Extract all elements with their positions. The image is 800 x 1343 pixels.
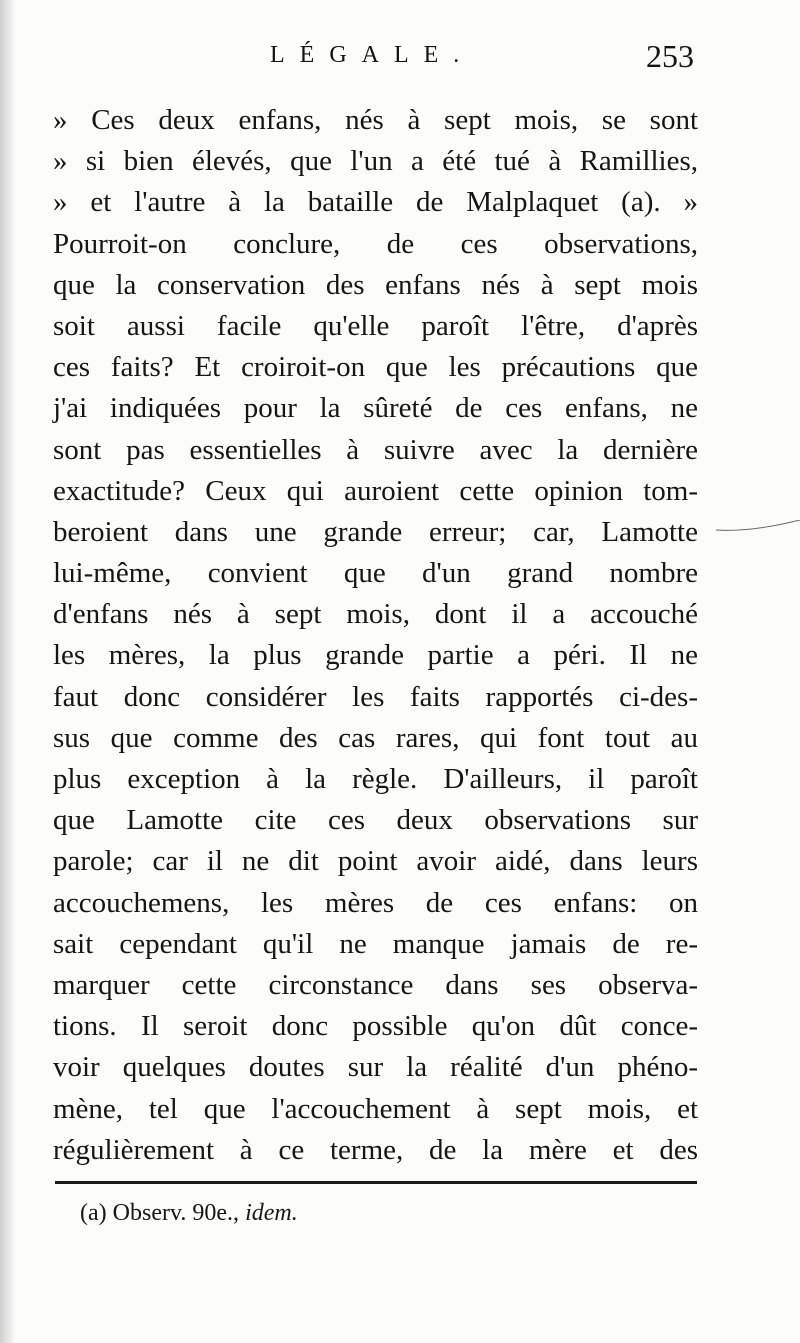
running-title: LÉGALE.: [270, 42, 475, 68]
text-line: régulièrement à ce terme, de la mère et des: [53, 1133, 698, 1166]
footnote-text: Observ. 90e.,: [112, 1200, 240, 1226]
text-line: » Ces deux enfans, nés à sept mois, se sont: [53, 104, 698, 136]
text-line: mène, tel que l'accouchement à sept mois, et: [53, 1092, 698, 1125]
text-line: Pourroit-on conclure, de ces observations,: [53, 227, 698, 260]
margin-pencil-mark: [716, 520, 800, 550]
text-line: » si bien élevés, que l'un a été tué à Ramillies,: [53, 145, 698, 178]
text-line: tions. Il seroit donc possible qu'on dût conce-: [53, 1010, 698, 1043]
text-line: sont pas essentielles à suivre avec la dernière: [53, 433, 698, 466]
footnote-divider: [55, 1181, 697, 1184]
text-line: soit aussi facile qu'elle paroît l'être, d'après: [53, 309, 698, 342]
text-line: j'ai indiquées pour la sûreté de ces enfans, ne: [53, 392, 698, 425]
text-line: que Lamotte cite ces deux observations sur: [53, 804, 698, 837]
text-line: d'enfans nés à sept mois, dont il a accouché: [53, 598, 698, 631]
text-line: exactitude? Ceux qui auroient cette opinion tom-: [53, 474, 698, 507]
text-line: ces faits? Et croiroit-on que les précautions que: [53, 351, 698, 384]
footnote: [80, 1200, 298, 1227]
footnote-source: idem.: [245, 1200, 298, 1226]
body-text: [53, 100, 698, 1171]
footnote-marker: (a): [80, 1200, 107, 1226]
text-line: que la conservation des enfans nés à sept mois: [53, 268, 698, 301]
text-line: voir quelques doutes sur la réalité d'un phéno-: [53, 1051, 698, 1084]
text-line: faut donc considérer les faits rapportés ci-des-: [53, 680, 698, 713]
text-line: » et l'autre à la bataille de Malplaquet (a). »: [53, 186, 698, 219]
page-gutter-shadow: [0, 0, 16, 1343]
page-number: 253: [646, 38, 694, 74]
text-line: sait cependant qu'il ne manque jamais de re-: [53, 927, 698, 960]
text-line: plus exception à la règle. D'ailleurs, il paroît: [53, 763, 698, 795]
text-line: marquer cette circonstance dans ses observa-: [53, 968, 698, 1001]
text-line: accouchemens, les mères de ces enfans: on: [53, 886, 698, 919]
text-line: sus que comme des cas rares, qui font tout au: [53, 721, 698, 754]
text-line: beroient dans une grande erreur; car, Lamotte: [53, 515, 698, 548]
text-line: lui-même, convient que d'un grand nombre: [53, 557, 698, 590]
text-line: parole; car il ne dit point avoir aidé, dans leurs: [53, 845, 698, 878]
text-line: les mères, la plus grande partie a péri. Il ne: [53, 639, 698, 672]
